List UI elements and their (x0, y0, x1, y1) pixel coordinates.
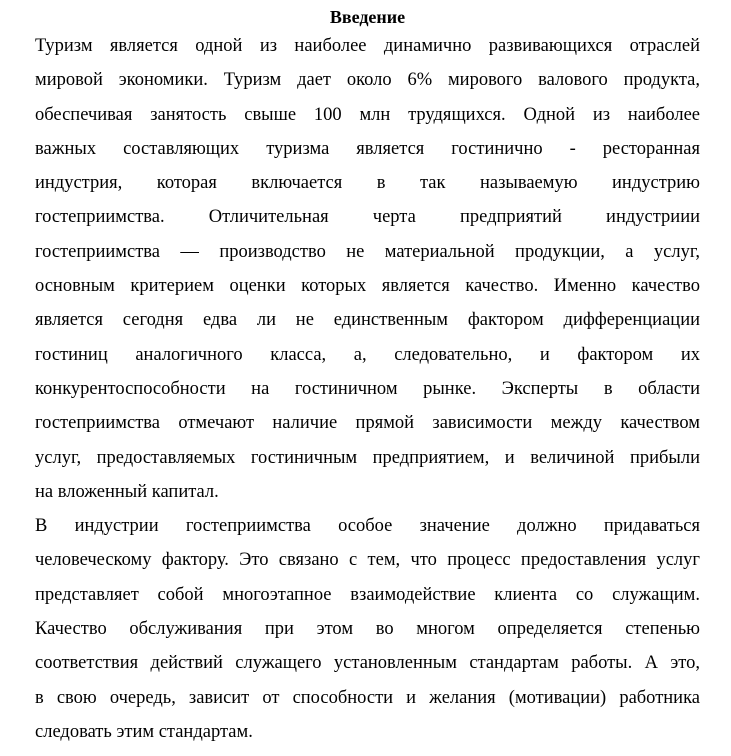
text-line: представляет собой многоэтапное взаимодействие клиента со служащим. (35, 584, 700, 605)
text-line: человеческому фактору. Это связано с тем, что процесс предоставления услуг (35, 550, 700, 571)
text-line: обеспечивая занятость свыше 100 млн трудящихся. Одной из наиболее (35, 104, 700, 125)
text-line: является сегодня едва ли не единственным фактором дифференциации (35, 310, 700, 331)
document-heading: Введение (329, 7, 406, 27)
text-line: гостиниц аналогичного класса, а, следовательно, и фактором их (35, 344, 700, 365)
text-line: на вложенный капитал. (35, 481, 219, 502)
paragraph-1 (35, 29, 700, 509)
text-line: услуг, предоставляемых гостиничным предприятием, и величиной прибыли (35, 447, 700, 468)
text-line: мировой экономики. Туризм дает около 6% мирового валового продукта, (35, 70, 700, 91)
text-line: важных составляющих туризма является гостинично - ресторанная (35, 138, 700, 159)
text-line: гостеприимства. Отличительная черта предприятий индустриии (35, 207, 700, 228)
text-line: Туризм является одной из наиболее динамично развивающихся отраслей (35, 36, 700, 56)
text-line: в свою очередь, зависит от способности и желания (мотивации) работника (35, 687, 700, 708)
text-line: гостеприимства отмечают наличие прямой зависимости между качеством (35, 413, 700, 434)
text-line: В индустрии гостеприимства особое значение должно придаваться (35, 516, 700, 537)
text-line: Качество обслуживания при этом во многом определяется степенью (35, 619, 700, 640)
paragraph-2 (35, 509, 700, 749)
text-line: конкурентоспособности на гостиничном рынке. Эксперты в области (35, 378, 700, 399)
text-line: основным критерием оценки которых является качество. Именно качество (35, 276, 700, 297)
text-line: следовать этим стандартам. (35, 721, 253, 742)
text-line: соответствия действий служащего установленным стандартам работы. А это, (35, 653, 700, 674)
text-line: гостеприимства — производство не материальной продукции, а услуг, (35, 241, 700, 262)
text-line: индустрия, которая включается в так называемую индустрию (35, 173, 700, 194)
